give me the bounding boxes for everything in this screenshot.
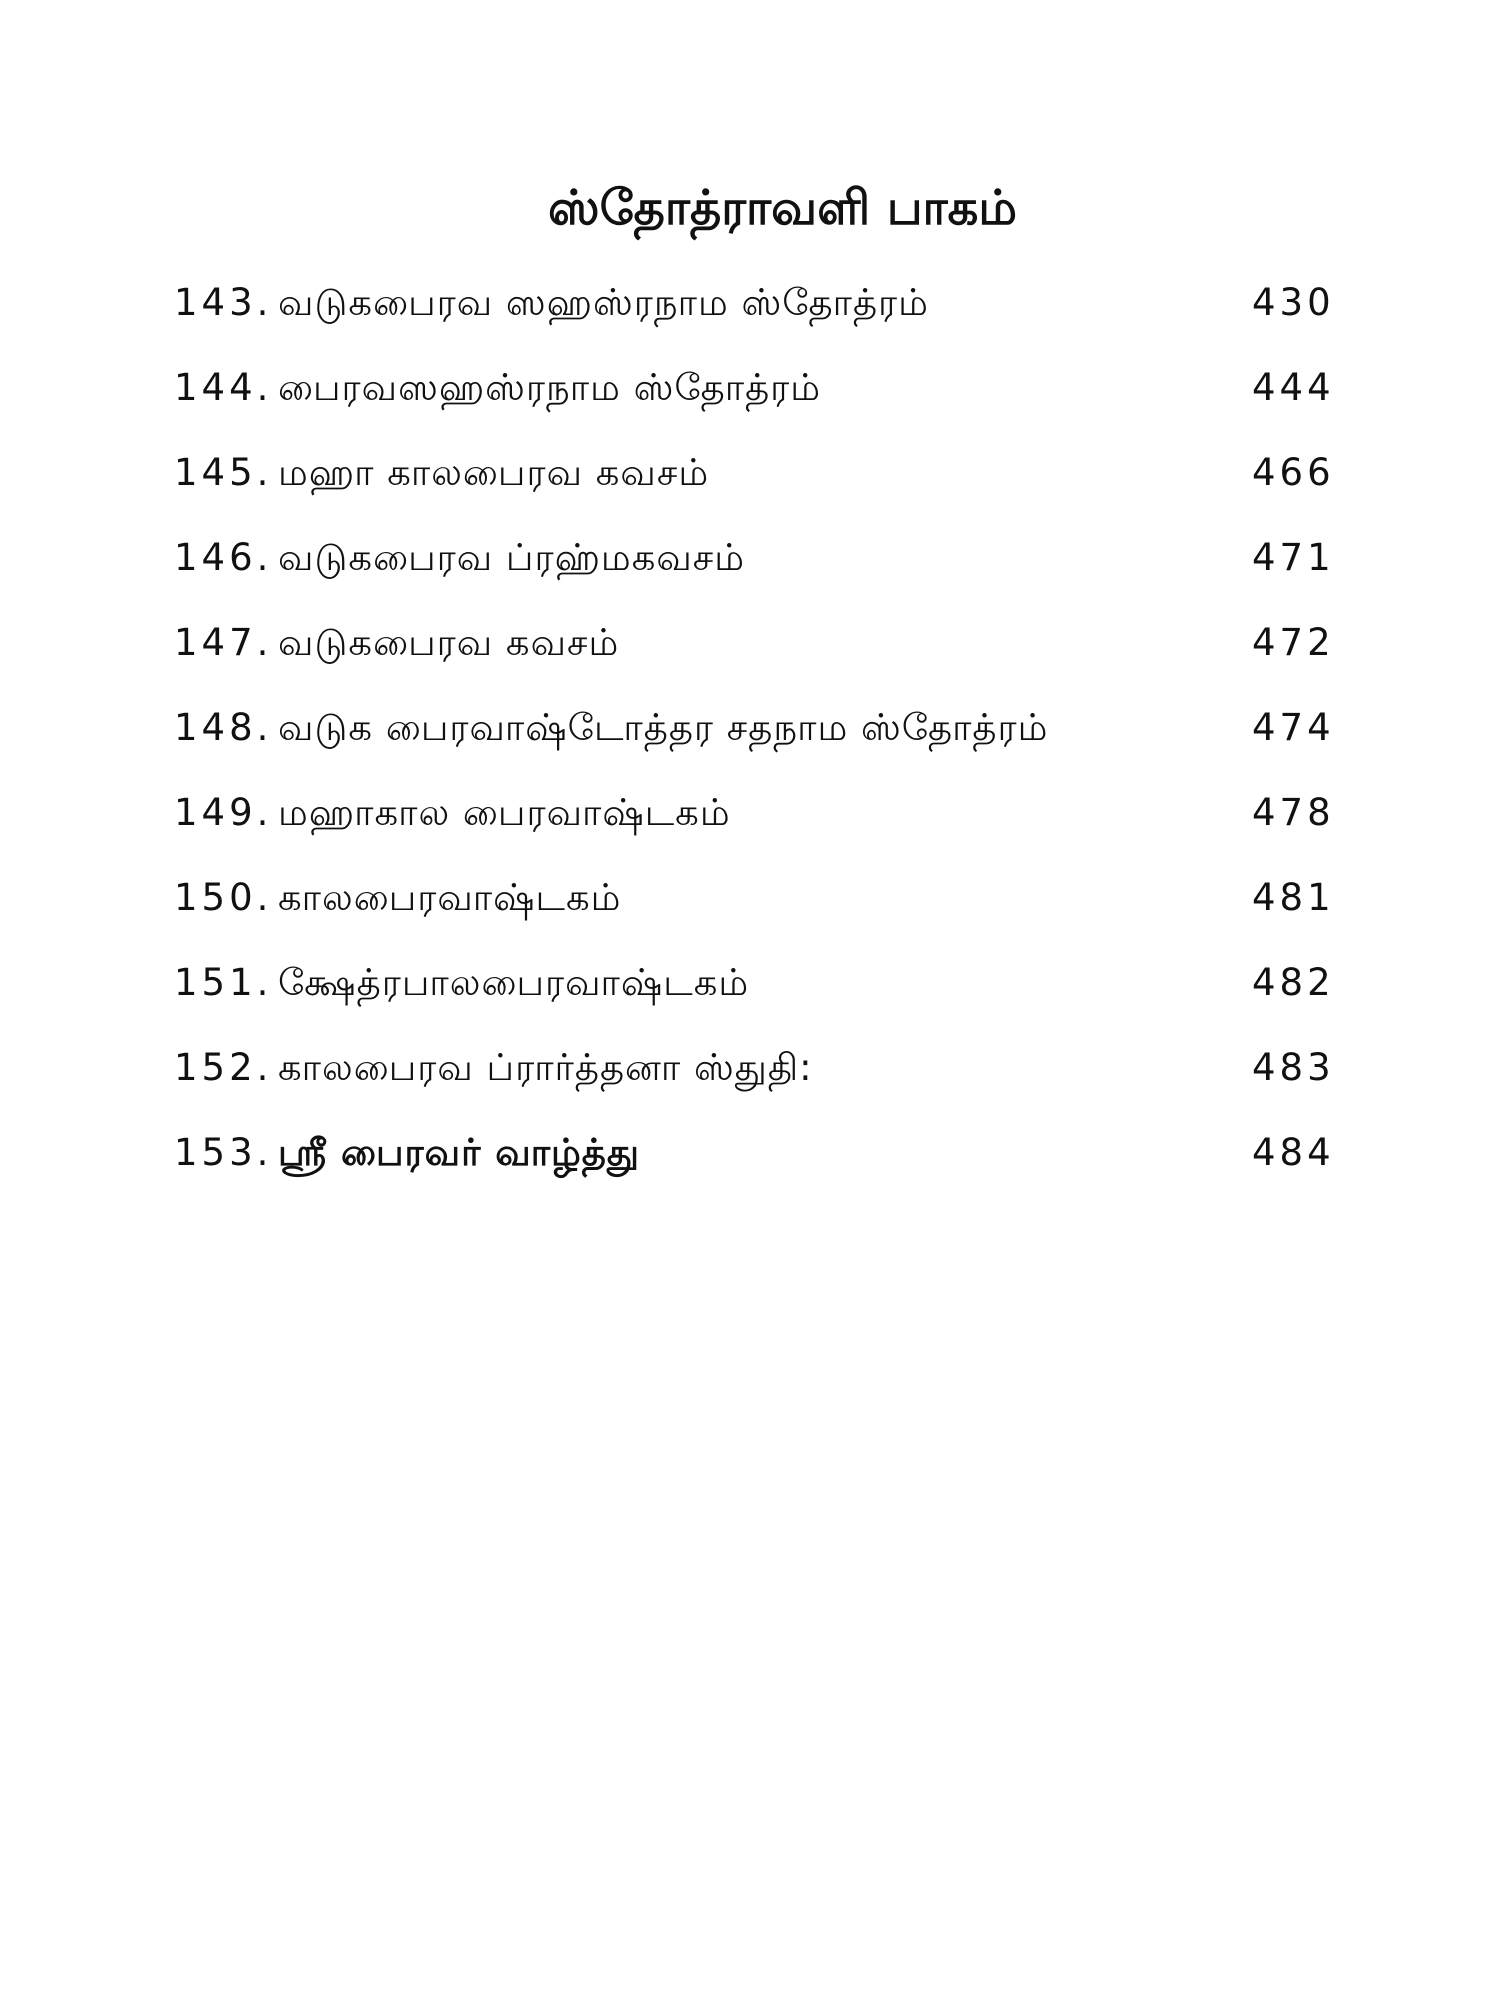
entry-number: 144.: [174, 366, 273, 409]
toc-entry: [174, 952, 1340, 1037]
entry-title: வடுகபைரவ ஸஹஸ்ரநாம ஸ்தோத்ரம்: [278, 281, 929, 324]
entry-page-number: 474: [1252, 706, 1335, 749]
toc-entry: [174, 782, 1340, 867]
entry-number: 152.: [174, 1046, 273, 1089]
entry-number: 151.: [174, 961, 273, 1004]
entry-page-number: 430: [1252, 281, 1335, 324]
entry-page-number: 483: [1252, 1046, 1335, 1089]
entry-page-number: 481: [1252, 876, 1335, 919]
entry-page-number: 444: [1252, 366, 1335, 409]
entry-number: 149.: [174, 791, 273, 834]
entry-number: 143.: [174, 281, 273, 324]
entry-title: வடுகபைரவ ப்ரஹ்மகவசம்: [278, 536, 746, 579]
entry-number: 147.: [174, 621, 273, 664]
entry-number: 153.: [174, 1131, 273, 1174]
entry-page-number: 484: [1252, 1131, 1335, 1174]
entry-title: க்ஷேத்ரபாலபைரவாஷ்டகம்: [278, 961, 750, 1004]
section-heading: ஸ்தோத்ராவளி பாகம்: [548, 180, 1017, 236]
entry-number: 148.: [174, 706, 273, 749]
toc-entry: [174, 612, 1340, 697]
toc-entry: [174, 697, 1340, 782]
entry-number: 145.: [174, 451, 273, 494]
toc-entry: [174, 1122, 1340, 1207]
entry-title: வடுக பைரவாஷ்டோத்தர சதநாம ஸ்தோத்ரம்: [278, 706, 1049, 749]
entry-title: ஸ்ரீ பைரவர் வாழ்த்து: [278, 1131, 640, 1174]
toc-entry: [174, 867, 1340, 952]
entry-page-number: 466: [1252, 451, 1335, 494]
entry-page-number: 472: [1252, 621, 1335, 664]
entry-number: 150.: [174, 876, 273, 919]
toc-entry: [174, 357, 1340, 442]
table-of-contents: [174, 272, 1340, 1207]
toc-entry: [174, 272, 1340, 357]
toc-entry: [174, 1037, 1340, 1122]
toc-entry: [174, 527, 1340, 612]
entry-page-number: 478: [1252, 791, 1335, 834]
entry-number: 146.: [174, 536, 273, 579]
entry-title: காலபைரவ ப்ரார்த்தனா ஸ்துதி:: [278, 1046, 813, 1089]
entry-title: மஹாகால பைரவாஷ்டகம்: [278, 791, 731, 834]
toc-entry: [174, 442, 1340, 527]
entry-title: பைரவஸஹஸ்ரநாம ஸ்தோத்ரம்: [278, 366, 822, 409]
entry-title: காலபைரவாஷ்டகம்: [278, 876, 622, 919]
entry-title: மஹா காலபைரவ கவசம்: [278, 451, 710, 494]
entry-title: வடுகபைரவ கவசம்: [278, 621, 620, 664]
entry-page-number: 471: [1252, 536, 1335, 579]
entry-page-number: 482: [1252, 961, 1335, 1004]
